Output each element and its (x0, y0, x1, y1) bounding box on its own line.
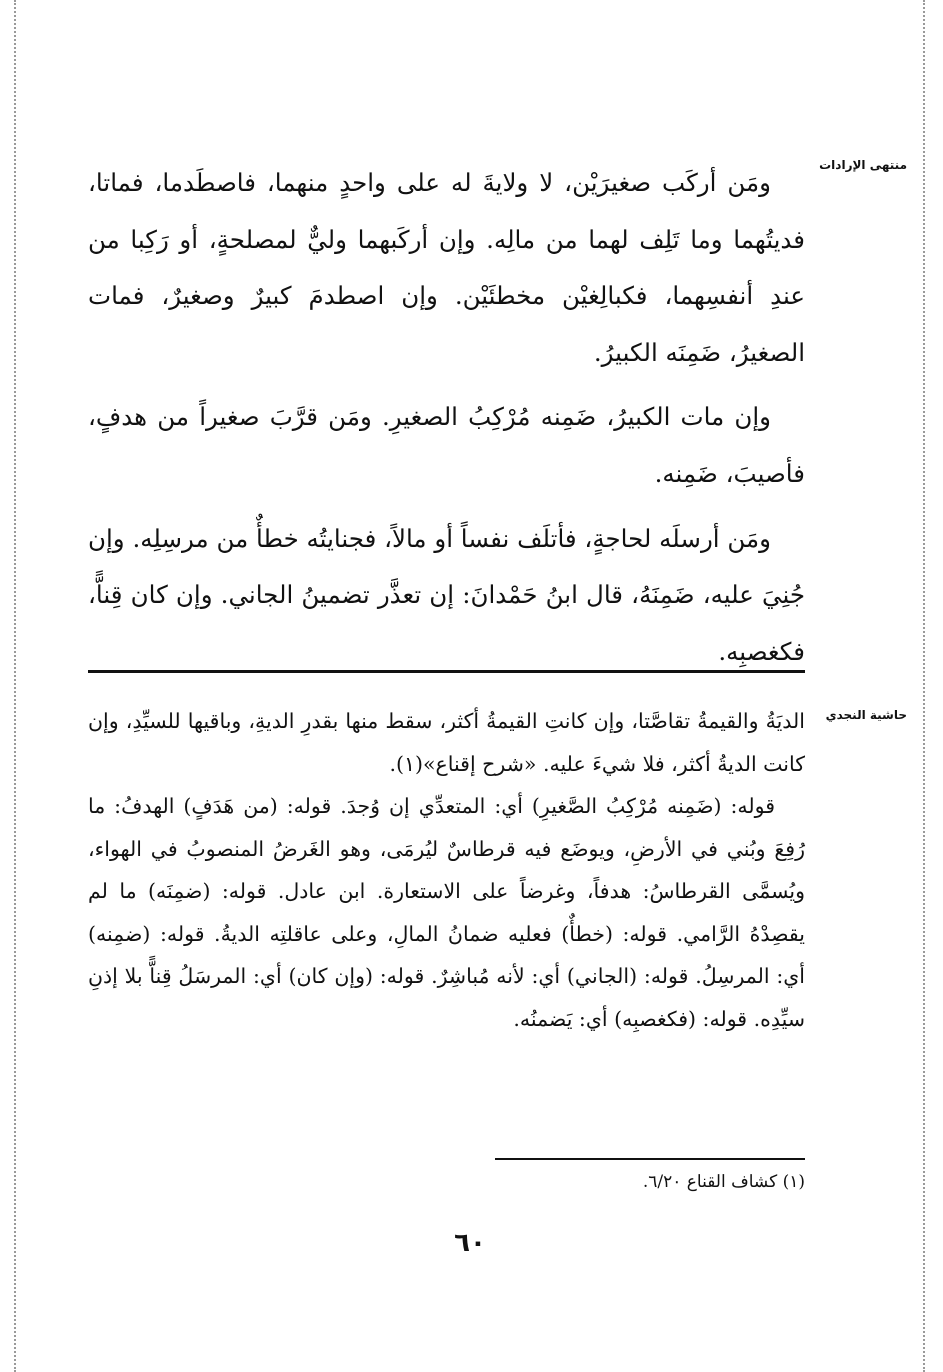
commentary-block (88, 700, 805, 1040)
main-paragraph-2: وإن مات الكبيرُ، ضَمِنه مُرْكِبُ الصغيرِ. ومَن قرَّبَ صغيراً من هدفٍ، فأصيبَ، ضَمِنه. (88, 402, 805, 488)
side-label-hashiya: حاشية النجدي (825, 708, 907, 722)
scan-dotted-edge-left (14, 0, 16, 1372)
footnote: (١) كشاف القناع ٦/٢٠. (642, 1172, 805, 1192)
section-divider (88, 670, 805, 673)
main-text-block (88, 155, 805, 680)
side-label-matn: منتهى الإرادات (819, 158, 907, 172)
scan-dotted-edge-right (923, 0, 925, 1372)
commentary-paragraph-1: الديَةُ والقيمةُ تقاصَّتا، وإن كانتِ القيمةُ أكثر، سقط منها بقدرِ الديةِ، وباقيها للسيِّدِ، وإن كانت الديةُ أكثر، فلا شيءَ عليه. «شرح إقناع»(١). (88, 709, 805, 776)
page-number: ٦٠ (454, 1228, 486, 1258)
footnote-divider (495, 1158, 805, 1160)
main-paragraph-1: ومَن أركَب صغيرَيْن، لا ولايةَ له على واحدٍ منهما، فاصطَدما، فماتا، فديتُهما وما تَلِف لهما من مالِه. وإن أركَبهما وليٌّ لمصلحةٍ، أو رَكِبا من عندِ أنفسِهما، فكبالِغيْن مخطئَيْن. وإن اصطدمَ كبيرٌ وصغيرٌ، فمات الصغيرُ، ضَمِنَه الكبيرُ. (88, 168, 805, 367)
commentary-paragraph-2: قوله: (ضَمِنه مُرْكِبُ الصَّغيرِ) أي: المتعدِّي إن وُجدَ. قوله: (من هَدَفٍ) الهدفُ: ما رُفِعَ وبُني في الأرضِ، ويوضَع فيه قرطاسٌ ليُرمَى، وهو الغَرضُ المنصوبُ في الهواء، ويُسمَّى القرطاسُ: هدفاً، وغرضاً على الاستعارة. ابن عادل. قوله: (ضمِنَه) ما لم يقصِدْهُ الرَّامي. قوله: (خطأٌ) فعليه ضمانُ المالِ، وعلى عاقلتِه الديةُ. قوله: (ضمِنه) أي: المرسِلُ. قوله: (الجاني) أي: لأنه مُباشِرٌ. قوله: (وإن كان) أي: المرسَلُ قِناًّ بلا إذنِ سيِّدِه. قوله: (فكغصبِه) أي: يَضمنُه. (88, 794, 805, 1031)
main-paragraph-3: ومَن أرسلَه لحاجةٍ، فأتلَف نفساً أو مالاً، فجنايتُه خطأٌ من مرسِلِه. وإن جُنِيَ عليه، ضَمِنَهُ، قال ابنُ حَمْدانَ: إن تعذَّر تضمينُ الجاني. وإن كان قِناًّ، فكغصبِه. (88, 523, 805, 666)
